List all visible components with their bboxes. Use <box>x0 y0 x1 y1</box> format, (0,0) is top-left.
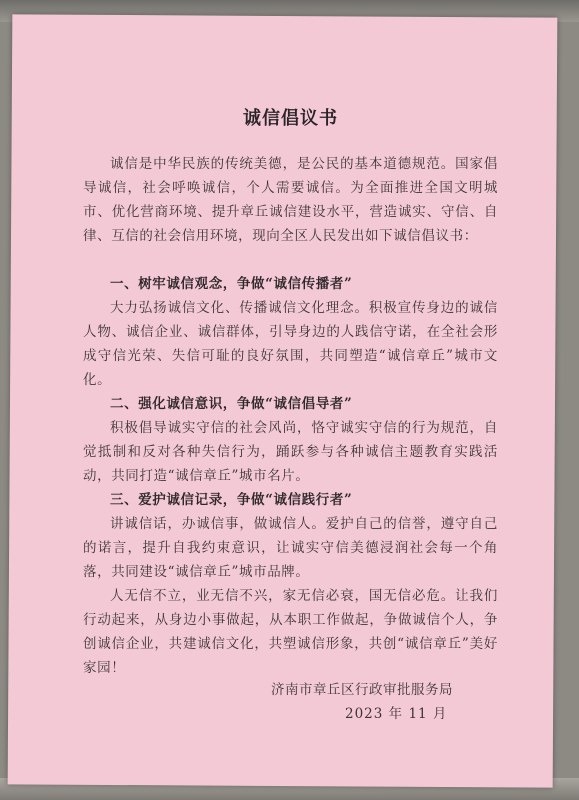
section-3-body: 讲诚信话，办诚信事，做诚信人。爱护自己的信誉，遵守自己的诺言，提升自我约束意识，让诚实守信美德浸润社会每一个角落，共同建设“诚信章丘”城市品牌。 <box>83 516 498 580</box>
closing-paragraph: 人无信不立，业无信不兴，家无信必衰，国无信必危。让我们行动起来，从身边小事做起，从本职工作做起，争做诚信个人，争创诚信企业，共建诚信文化，共塑诚信形象，共创“诚信章丘”美好家园！ <box>83 588 498 676</box>
section-2-heading: 二、强化诚信意识，争做“诚信倡导者” <box>110 396 353 412</box>
signature-organization: 济南市章丘区行政审批服务局 <box>271 682 453 698</box>
section-3-heading: 三、爱护诚信记录，争做“诚信践行者” <box>110 492 353 508</box>
document-title: 诚信倡议书 <box>243 108 338 129</box>
section-2-body: 积极倡导诚实守信的社会风尚，恪守诚实守信的行为规范，自觉抵制和反对各种失信行为，踊跃参与各种诚信主题教育实践活动，共同打造“诚信章丘”城市名片。 <box>83 420 498 484</box>
section-1-heading: 一、树牢诚信观念，争做“诚信传播者” <box>110 276 353 292</box>
intro-paragraph: 诚信是中华民族的传统美德，是公民的基本道德规范。国家倡导诚信，社会呼唤诚信，个人需要诚信。为全面推进全国文明城市、优化营商环境、提升章丘诚信建设水平，营造诚实、守信、自律、互信的社会信用环境，现向全区人民发出如下诚信倡议书： <box>83 156 498 244</box>
signature-date: 2023 年 11 月 <box>345 706 448 722</box>
section-1-body: 大力弘扬诚信文化、传播诚信文化理念。积极宣传身边的诚信人物、诚信企业、诚信群体，引导身边的人践信守诺，在全社会形成守信光荣、失信可耻的良好氛围，共同塑造“诚信章丘”城市文化。 <box>83 300 498 388</box>
